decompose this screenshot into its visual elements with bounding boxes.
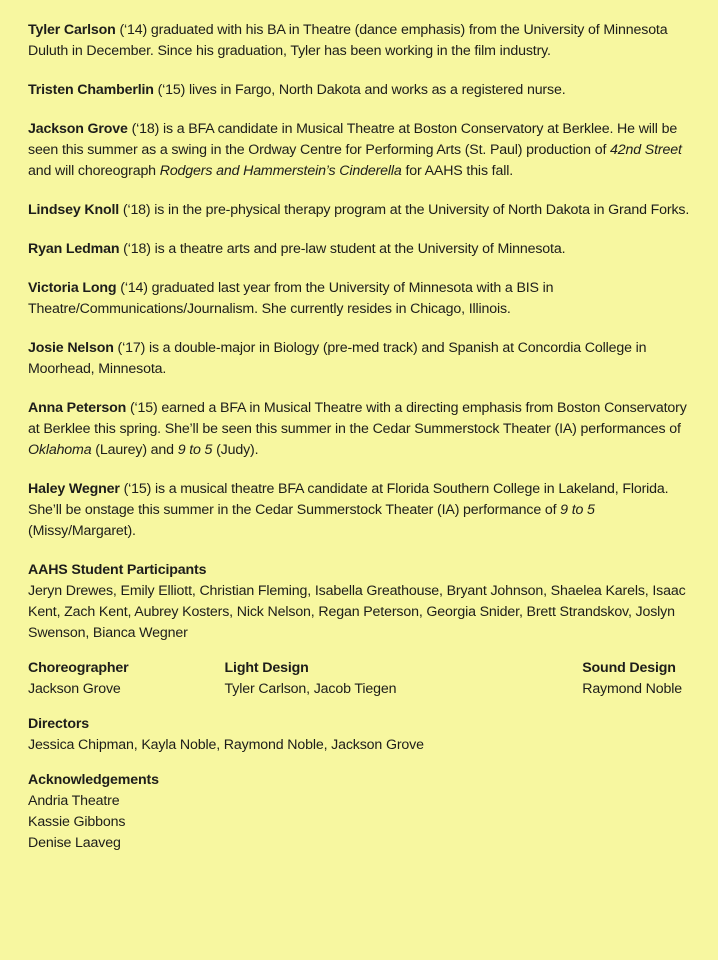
bio-name: Jackson Grove bbox=[28, 121, 128, 137]
directors-heading: Directors bbox=[28, 716, 89, 732]
bio-name: Josie Nelson bbox=[28, 340, 114, 356]
bio-name: Lindsey Knoll bbox=[28, 202, 120, 218]
directors-list: Jessica Chipman, Kayla Noble, Raymond Noble, Jackson Grove bbox=[28, 737, 424, 753]
bio-text: (Judy). bbox=[212, 442, 259, 458]
acknowledgement-item: Andria Theatre bbox=[28, 793, 120, 809]
bio-paragraph bbox=[28, 278, 698, 320]
bio-paragraph bbox=[28, 239, 698, 260]
bio-name: Victoria Long bbox=[28, 280, 117, 296]
bio-paragraph bbox=[28, 338, 698, 380]
acknowledgements-heading: Acknowledgements bbox=[28, 772, 159, 788]
choreographer-name: Jackson Grove bbox=[28, 681, 121, 697]
bio-text: (‘15) is a musical theatre BFA candidate at Florida Southern College in Lakeland, Florida. She’ll be onstage this summer in the Cedar Summerstock Theater (IA) performance of bbox=[28, 481, 669, 518]
choreographer-credit bbox=[28, 658, 129, 700]
bio-text: (‘17) is a double-major in Biology (pre-med track) and Spanish at Concordia College in Moorhead, Minnesota. bbox=[28, 340, 647, 377]
bio-text: (Missy/Margaret). bbox=[28, 523, 136, 539]
bio-paragraph bbox=[28, 479, 698, 542]
acknowledgements-section bbox=[28, 770, 698, 854]
light-design-names: Tyler Carlson, Jacob Tiegen bbox=[224, 681, 397, 697]
bio-name: Anna Peterson bbox=[28, 400, 127, 416]
bio-text: (‘14) graduated with his BA in Theatre (dance emphasis) from the University of Minnesota Duluth in December. Since his graduation, Tyler has been working in the film industry. bbox=[28, 22, 668, 59]
sound-design-name: Raymond Noble bbox=[582, 681, 682, 697]
bio-text: (‘18) is in the pre-physical therapy program at the University of North Dakota in Grand Forks. bbox=[119, 202, 690, 218]
participants-heading: AAHS Student Participants bbox=[28, 562, 207, 578]
bio-title-italic: 9 to 5 bbox=[177, 442, 213, 458]
sound-design-credit bbox=[582, 658, 682, 700]
bio-text: (Laurey) and bbox=[91, 442, 178, 458]
bio-paragraph bbox=[28, 398, 698, 461]
light-design-credit bbox=[225, 658, 583, 700]
bio-name: Haley Wegner bbox=[28, 481, 120, 497]
bio-text: and will choreograph bbox=[28, 163, 160, 179]
acknowledgement-item: Kassie Gibbons bbox=[28, 814, 126, 830]
alumni-bios bbox=[28, 20, 698, 542]
bio-title-italic: 9 to 5 bbox=[560, 502, 595, 518]
bio-text: for AAHS this fall. bbox=[401, 163, 514, 179]
bio-text: (‘15) earned a BFA in Musical Theatre with a directing emphasis from Boston Conservatory at Berklee this spring. She’ll be seen this summer in the Cedar Summerstock Theater (IA) performances of bbox=[28, 400, 687, 437]
bio-title-italic: 42nd Street bbox=[610, 142, 682, 158]
bio-title-italic: Rodgers and Hammerstein’s Cinderella bbox=[159, 163, 402, 179]
acknowledgements-list bbox=[28, 791, 698, 854]
bio-title-italic: Oklahoma bbox=[28, 442, 92, 458]
bio-paragraph bbox=[28, 80, 698, 101]
acknowledgement-item: Denise Laaveg bbox=[28, 835, 121, 851]
bio-paragraph bbox=[28, 119, 698, 182]
bio-text: (‘14) graduated last year from the University of Minnesota with a BIS in Theatre/Communications/Journalism. She currently resides in Chicago, Illinois. bbox=[28, 280, 554, 317]
directors-section bbox=[28, 714, 698, 756]
sound-design-heading: Sound Design bbox=[582, 660, 676, 676]
design-credits bbox=[28, 658, 698, 700]
bio-text: (‘18) is a theatre arts and pre-law student at the University of Minnesota. bbox=[119, 241, 566, 257]
bio-paragraph bbox=[28, 200, 698, 221]
participants-list: Jeryn Drewes, Emily Elliott, Christian Fleming, Isabella Greathouse, Bryant Johnson, Shaelea Karels, Isaac Kent, Zach Kent, Aubrey Kosters, Nick Nelson, Regan Peterson, Georgia Snider, Brett Strandskov, Joslyn Swenson, Bianca Wegner bbox=[28, 583, 686, 641]
bio-name: Tyler Carlson bbox=[28, 22, 116, 38]
participants-section bbox=[28, 560, 698, 644]
bio-name: Tristen Chamberlin bbox=[28, 82, 154, 98]
light-design-heading: Light Design bbox=[224, 660, 309, 676]
bio-paragraph bbox=[28, 20, 698, 62]
bio-text: (‘18) is a BFA candidate in Musical Theatre at Boston Conservatory at Berklee. He will be seen this summer as a swing in the Ordway Centre for Performing Arts (St. Paul) production of bbox=[28, 121, 678, 158]
choreographer-heading: Choreographer bbox=[28, 660, 129, 676]
bio-text: (‘15) lives in Fargo, North Dakota and works as a registered nurse. bbox=[153, 82, 566, 98]
bio-name: Ryan Ledman bbox=[28, 241, 120, 257]
